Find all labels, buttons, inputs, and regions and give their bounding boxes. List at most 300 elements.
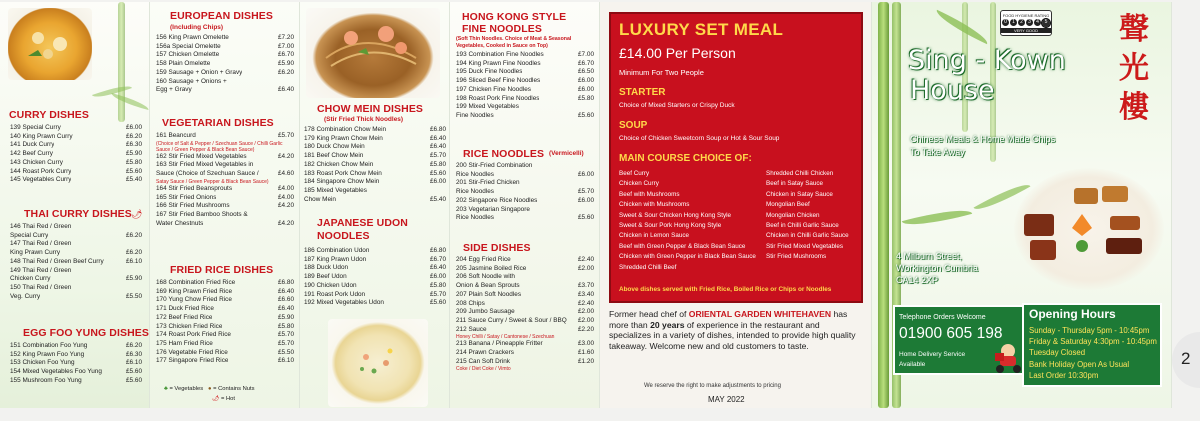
menu-item-name: 157 Chicken Omelette	[156, 51, 220, 59]
menu-item-price: £6.00	[430, 178, 446, 186]
menu-item-name: 182 Chicken Chow Mein	[304, 160, 374, 168]
menu-item-name: 167 Stir Fried Bamboo Shoots &	[156, 210, 248, 218]
menu-item	[156, 69, 294, 78]
bamboo-stalk	[118, 2, 125, 122]
menu-item-note: Honey Chilli / Satay / Cantonese / Szechuan	[456, 334, 555, 341]
menu-item-name: Egg + Gravy	[156, 86, 192, 94]
menu-item	[156, 34, 294, 43]
menu-item-price: £6.70	[578, 59, 594, 67]
menu-item-price: £4.00	[278, 193, 294, 201]
menu-item	[10, 258, 142, 267]
bamboo-leaf	[110, 93, 150, 110]
friedrice-heading: FRIED RICE DISHES	[170, 264, 274, 276]
eggfooyung-list	[10, 342, 142, 386]
menu-item-price: £5.50	[126, 292, 142, 300]
menu-item-price: £3.40	[578, 290, 594, 298]
restaurant-name-line1: Sing - Kown	[908, 45, 1066, 76]
menu-item	[10, 293, 142, 302]
menu-item-name: 143 Chicken Curry	[10, 158, 63, 166]
phone-number[interactable]: 01900 605 198	[899, 325, 1003, 342]
set-meal-price: £14.00 Per Person	[619, 45, 736, 61]
menu-item-price: £6.70	[430, 255, 446, 263]
menu-item-price: £5.60	[126, 167, 142, 175]
menu-item	[304, 264, 446, 273]
ricenoodles-heading: RICE NOODLES	[463, 148, 545, 160]
menu-item	[456, 291, 594, 300]
set-meal-dish: Chicken Curry	[619, 180, 659, 188]
chef-text: of experience in the restaurant and specializes in a variety of dishes, intended to provide high quality takeaway. Welcome new and old customers to taste.	[609, 319, 856, 351]
menu-item-name: 174 Roast Pork Fried Rice	[156, 331, 231, 339]
phone-box	[893, 305, 1027, 375]
page-number: 2	[1181, 349, 1191, 368]
menu-item-name: Rice Noodles	[456, 188, 495, 196]
menu-item	[10, 351, 142, 360]
menu-item-name: 195 Duck Fine Noodles	[456, 68, 523, 76]
menu-item	[156, 340, 294, 349]
menu-item-note: Coke / Diet Coke / Vimto	[456, 366, 511, 373]
menu-item-price: £5.70	[278, 132, 294, 139]
udon-heading: JAPANESE UDON NOODLES	[317, 217, 408, 242]
menu-item	[456, 300, 594, 309]
menu-item	[156, 305, 294, 314]
menu-item	[456, 340, 594, 349]
chowmein-sub: (Stir Fried Thick Noodles)	[324, 116, 404, 123]
hygiene-rating: VERY GOOD	[1001, 28, 1051, 33]
menu-item-name: Veg. Curry	[10, 292, 41, 300]
menu-item-price: £6.40	[430, 134, 446, 142]
sides-list	[456, 256, 594, 372]
hygiene-score: 0	[1002, 19, 1009, 26]
menu-item-note: (Choice of Salt & Pepper / Szechuan Sauce / Chilli Garlic Sauce / Green Pepper & Black Bean Sauce)	[156, 140, 283, 153]
chef-years: 20 years	[650, 319, 685, 330]
menu-item-name: 175 Ham Fried Rice	[156, 339, 213, 347]
menu-item-price: £6.10	[126, 359, 142, 367]
chef-text: Former head chef of	[609, 309, 689, 319]
sides-heading: SIDE DISHES	[463, 242, 531, 254]
menu-item	[456, 214, 594, 223]
restaurant-name	[908, 46, 1066, 106]
set-meal-dish: Shredded Chilli Beef	[619, 263, 677, 271]
menu-item-name: 145 Vegetables Curry	[10, 176, 72, 184]
menu-item	[304, 282, 446, 291]
chowmein-photo	[306, 8, 440, 98]
european-heading: EUROPEAN DISHES	[170, 10, 274, 22]
curry-photo	[8, 8, 92, 80]
menu-item-note: Satay Sauce / Green Pepper & Black Bean Sauce)	[156, 178, 269, 185]
vegetarian-heading: VEGETARIAN DISHES	[162, 117, 274, 129]
menu-item-price: £5.90	[126, 275, 142, 283]
main-course-heading: MAIN COURSE CHOICE OF:	[619, 153, 752, 164]
pricing-note: We reserve the right to make adjustments to pricing	[644, 383, 781, 389]
menu-item	[10, 159, 142, 168]
menu-item-name: 142 Beef Curry	[10, 150, 53, 158]
menu-item-name: 151 Combination Foo Yung	[10, 342, 88, 349]
menu-item-price: £5.60	[430, 169, 446, 177]
address	[896, 250, 978, 286]
chef-restaurant: ORIENTAL GARDEN WHITEHAVEN	[688, 309, 832, 319]
friedrice-list	[156, 279, 294, 366]
menu-item-name: 170 Yung Chow Fried Rice	[156, 296, 232, 304]
set-meal-minimum: Minimum For Two People	[619, 68, 704, 77]
menu-item	[304, 152, 446, 161]
menu-item-price: £2.40	[578, 256, 594, 263]
set-meal-title: LUXURY SET MEAL	[619, 20, 784, 39]
menu-item-name: 191 Roast Pork Udon	[304, 290, 366, 298]
menu-item-price: £5.90	[278, 60, 294, 68]
menu-item-name: 173 Chicken Fried Rice	[156, 322, 223, 330]
menu-item-name: 181 Beef Chow Mein	[304, 152, 364, 160]
menu-item-price: £6.00	[126, 124, 142, 131]
menu-item-price: £2.00	[578, 316, 594, 324]
menu-item-price: £5.60	[578, 214, 594, 222]
menu-item	[156, 78, 294, 87]
menu-item	[10, 249, 142, 258]
panel-set-meal	[600, 2, 872, 408]
menu-item-price: £5.60	[578, 111, 594, 119]
menu-item	[304, 273, 446, 282]
opening-hours-title: Opening Hours	[1029, 307, 1116, 321]
opening-hours-box	[1022, 303, 1162, 387]
ricenoodles-list	[456, 162, 594, 223]
menu-item	[10, 342, 142, 351]
panel-european	[150, 2, 300, 408]
menu-item-name: 207 Plain Soft Noodles	[456, 290, 522, 298]
vegetable-icon: ♣	[164, 386, 168, 392]
menu-item	[304, 126, 446, 135]
menu-item	[10, 240, 142, 249]
vegetarian-list	[156, 132, 294, 228]
legend-nuts: = Contains Nuts	[213, 386, 255, 392]
chowmein-list	[304, 126, 446, 204]
menu-item	[456, 60, 594, 69]
menu-item	[304, 135, 446, 144]
delivery-scooter-icon	[991, 341, 1025, 375]
phone-label: Telephone Orders Welcome	[899, 314, 986, 321]
menu-item-name: 197 Chicken Fine Noodles	[456, 85, 531, 93]
menu-item	[156, 132, 294, 141]
european-sub: (Including Chips)	[170, 24, 224, 31]
hygiene-score: 2	[1018, 19, 1025, 26]
menu-item-price: £2.40	[578, 299, 594, 307]
menu-item-price: £5.70	[278, 339, 294, 347]
chowmein-heading: CHOW MEIN DISHES	[317, 103, 424, 115]
menu-item-name: 152 King Prawn Foo Yung	[10, 350, 85, 358]
menu-item-price: £5.90	[278, 313, 294, 321]
set-meal-dish: Beef with Mushrooms	[619, 190, 680, 198]
set-meal-dish: Beef Curry	[619, 170, 650, 177]
menu-item-price: £6.40	[430, 143, 446, 151]
menu-item-price: £4.20	[278, 202, 294, 210]
menu-item	[456, 317, 594, 326]
menu-item-price: £6.80	[278, 279, 294, 286]
menu-item	[304, 143, 446, 152]
set-meal-dish: Beef with Green Pepper & Black Bean Sauce	[619, 242, 746, 250]
menu-item-price: £5.80	[126, 158, 142, 166]
menu-item	[304, 170, 446, 179]
soup-heading: SOUP	[619, 120, 648, 131]
menu-item-name: 211 Sauce Curry / Sweet & Sour / BBQ	[456, 316, 567, 324]
menu-item	[304, 161, 446, 170]
menu-item-name: 185 Mixed Vegetables	[304, 186, 367, 194]
ricenoodles-sub: (Vermicelli)	[549, 150, 584, 157]
menu-item-name: Onion & Bean Sprouts	[456, 282, 520, 290]
panel-chowmein	[300, 2, 450, 408]
set-meal-dish: Beef in Satay Sauce	[766, 180, 824, 188]
menu-item-price: £6.20	[126, 132, 142, 140]
menu-item	[156, 43, 294, 52]
menu-item-name: 204 Egg Fried Rice	[456, 256, 511, 263]
menu-item	[456, 95, 594, 104]
curry-list	[10, 124, 142, 185]
menu-item-name: 164 Stir Fried Beansprouts	[156, 184, 233, 192]
menu-item	[456, 206, 594, 215]
luxury-set-meal-box	[609, 12, 863, 303]
menu-item	[304, 256, 446, 265]
menu-item-price: £6.50	[578, 68, 594, 76]
menu-item	[10, 176, 142, 185]
menu-item-price: £6.40	[278, 287, 294, 295]
menu-item-name: 146 Thai Red / Green	[10, 223, 72, 230]
opening-hours-line: Bank Holiday Open As Usual	[1029, 359, 1130, 369]
menu-item	[456, 68, 594, 77]
address-line1: 4 Milburn Street,	[896, 251, 963, 261]
menu-item-name: 213 Banana / Pineapple Fritter	[456, 340, 543, 348]
chinese-char: 樓	[1119, 90, 1149, 125]
menu-item-name: 153 Chicken Foo Yung	[10, 359, 75, 367]
menu-item-name: 199 Mixed Vegetables	[456, 103, 519, 111]
menu-item-name: 144 Roast Pork Curry	[10, 167, 72, 175]
menu-item-price: £3.70	[578, 282, 594, 290]
menu-item-price: £6.20	[126, 249, 142, 257]
menu-item	[456, 103, 594, 112]
menu-item-name: 208 Chips	[456, 299, 485, 307]
menu-item-price: £7.00	[578, 51, 594, 58]
menu-item	[10, 150, 142, 159]
menu-item-price: £6.00	[578, 170, 594, 178]
menu-item	[10, 141, 142, 150]
menu-item-name: 193 Combination Fine Noodles	[456, 51, 544, 58]
menu-item-price: £6.10	[126, 257, 142, 265]
set-meal-dish: Sweet & Sour Chicken Hong Kong Style	[619, 211, 732, 219]
opening-hours-line: Friday & Saturday 4:30pm - 10:45pm	[1029, 337, 1157, 347]
menu-item-name: 139 Special Curry	[10, 124, 61, 131]
menu-item-price: £5.70	[430, 290, 446, 298]
menu-item-price: £5.80	[430, 160, 446, 168]
set-meal-dish: Chicken with Green Pepper in Black Bean Sauce	[619, 253, 756, 261]
menu-item-price: £5.70	[278, 331, 294, 339]
menu-item-name: Rice Noodles	[456, 214, 495, 222]
menu-item-name: 206 Soft Noodle with	[456, 273, 515, 281]
chef-text: has more than	[609, 309, 848, 330]
menu-item	[156, 349, 294, 358]
menu-item	[156, 211, 294, 220]
menu-item-price: £6.40	[430, 264, 446, 272]
menu-item-name: 179 King Prawn Chow Mein	[304, 134, 383, 142]
menu-item-name: 187 King Prawn Udon	[304, 255, 367, 263]
set-meal-dish: Sweet & Sour Pork Hong Kong Style	[619, 222, 722, 230]
menu-item	[304, 247, 446, 256]
menu-item-price: £5.40	[430, 195, 446, 203]
menu-item	[10, 275, 142, 284]
opening-hours-line: Sunday - Thursday 5pm - 10:45pm	[1029, 326, 1150, 335]
menu-item-price: £5.40	[126, 176, 142, 184]
menu-item-name: Rice Noodles	[456, 170, 495, 178]
menu-item-name: 161 Beancurd	[156, 132, 196, 139]
menu-item	[456, 188, 594, 197]
set-meal-dish: Stir Fried Mushrooms	[766, 253, 827, 261]
legend	[164, 384, 255, 404]
friedrice-photo	[328, 319, 428, 407]
menu-item-name: 189 Beef Udon	[304, 273, 347, 281]
hygiene-score: 4	[1034, 19, 1041, 26]
menu-item-name: 205 Jasmine Boiled Rice	[456, 264, 527, 272]
menu-item-price: £2.00	[578, 308, 594, 316]
menu-item	[156, 202, 294, 211]
menu-item	[156, 296, 294, 305]
menu-item	[304, 196, 446, 205]
menu-item	[156, 288, 294, 297]
menu-item-price: £1.20	[578, 357, 594, 365]
hongkong-heading: HONG KONG STYLE FINE NOODLES	[462, 11, 567, 35]
menu-item-name: 155 Mushroom Foo Yung	[10, 376, 82, 384]
menu-item-name: 158 Plain Omelette	[156, 60, 211, 68]
hongkong-sub: (Soft Thin Noodles. Choice of Meat & Seasonal Vegetables, Cooked in Sauce on Top)	[456, 36, 572, 49]
menu-item-name: 148 Thai Red / Green Beef Curry	[10, 257, 104, 265]
bamboo-leaf	[902, 203, 972, 232]
menu-item	[456, 273, 594, 282]
menu-item-name: 176 Vegetable Fried Rice	[156, 348, 228, 356]
menu-item-name: 162 Stir Fried Mixed Vegetables	[156, 152, 247, 160]
menu-item	[10, 133, 142, 142]
soup-text: Choice of Chicken Sweetcorn Soup or Hot & Sour Soup	[619, 135, 780, 142]
delivery-line2: Available	[899, 361, 926, 368]
set-meal-dish: Chicken in Chilli Garlic Sauce	[766, 232, 849, 240]
menu-item-name: 184 Singapore Chow Mein	[304, 178, 380, 186]
menu-item-price: £6.00	[578, 77, 594, 85]
menu-item-name: 194 King Prawn Fine Noodles	[456, 59, 541, 67]
menu-item-name: Water Chestnuts	[156, 219, 204, 227]
menu-item-price: £4.20	[278, 219, 294, 227]
starter-heading: STARTER	[619, 87, 666, 98]
opening-hours-line: Last Order 10:30pm	[1029, 370, 1099, 380]
menu-item-name: 169 King Prawn Fried Rice	[156, 287, 233, 295]
restaurant-subtitle	[910, 133, 1055, 159]
menu-item-price: £5.90	[126, 150, 142, 158]
menu-item-name: 200 Stir-Fried Combination	[456, 162, 533, 169]
udon-list	[304, 247, 446, 308]
menu-item	[10, 168, 142, 177]
set-meal-dish: Stir Fried Mixed Vegetables	[766, 242, 843, 250]
menu-item-price: £7.20	[278, 34, 294, 41]
menu-item-name: 160 Sausage + Onions +	[156, 77, 227, 85]
main-course-right	[766, 169, 849, 263]
menu-item	[10, 124, 142, 133]
menu-item-name: 171 Duck Fried Rice	[156, 305, 214, 313]
menu-item-name: 215 Can Soft Drink	[456, 357, 510, 365]
menu-item-name: 201 Stir-Fried Chicken	[456, 179, 520, 187]
menu-item-name: 165 Stir Fried Onions	[156, 193, 217, 201]
panel-curry	[0, 2, 150, 408]
set-meal-dish: Chicken in Satay Sauce	[766, 190, 833, 198]
legend-veg: = Vegetables	[169, 386, 204, 392]
menu-item	[456, 179, 594, 188]
menu-item-price: £6.60	[278, 296, 294, 304]
menu-item	[10, 223, 142, 232]
menu-item	[10, 267, 142, 276]
menu-item-name: King Prawn Curry	[10, 249, 61, 257]
menu-item	[156, 279, 294, 288]
menu-item-name: 212 Sauce	[456, 325, 487, 333]
menu-item-name: 168 Combination Fried Rice	[156, 279, 236, 286]
menu-item-price: £6.00	[430, 273, 446, 281]
legend-hot: = Hot	[220, 396, 236, 402]
menu-item	[156, 331, 294, 340]
menu-item	[156, 220, 294, 229]
opening-hours-line: Tuesday Closed	[1029, 348, 1086, 358]
menu-item	[304, 299, 446, 308]
eggfooyung-heading: EGG FOO YUNG DISHES	[23, 327, 149, 339]
set-meal-dish: Chicken in Lemon Sauce	[619, 232, 690, 240]
menu-item-price: £6.40	[278, 305, 294, 313]
curry-heading: CURRY DISHES	[9, 109, 89, 121]
menu-item	[156, 60, 294, 69]
chinese-name	[1114, 10, 1154, 127]
set-meal-footer: Above dishes served with Fried Rice, Boiled Rice or Chips or Noodles	[619, 286, 832, 293]
menu-item	[304, 291, 446, 300]
menu-item-price: £2.00	[578, 264, 594, 272]
menu-item-name: Special Curry	[10, 231, 49, 239]
menu-item-price: £5.70	[578, 188, 594, 196]
chinese-char: 聲	[1119, 12, 1149, 47]
menu-item-name: Fine Noodles	[456, 111, 494, 119]
menu-item-name: 172 Beef Fried Rice	[156, 313, 213, 321]
menu-item-price: £4.60	[278, 170, 294, 178]
menu-item	[156, 323, 294, 332]
menu-item-price: £6.20	[126, 231, 142, 239]
menu-item-price: £6.20	[278, 68, 294, 76]
menu-item	[10, 284, 142, 293]
european-list	[156, 34, 294, 95]
menu-item-name: Chow Mein	[304, 195, 336, 203]
set-meal-dish: Beef in Chilli Garlic Sauce	[766, 222, 839, 230]
menu-item-name: 203 Vegetarian Singapore	[456, 205, 530, 213]
set-meal-dish: Chicken with Mushrooms	[619, 201, 690, 209]
menu-item-price: £5.60	[126, 368, 142, 376]
menu-item-name: 159 Sausage + Onion + Gravy	[156, 68, 243, 76]
menu-item-price: £7.00	[278, 42, 294, 50]
subtitle-line2: To Take Away	[910, 147, 965, 157]
menu-item	[156, 86, 294, 95]
dishes-photo	[1014, 168, 1164, 290]
menu-item-name: 156 King Prawn Omelette	[156, 34, 229, 41]
menu-item-price: £2.20	[578, 325, 594, 333]
delivery-line1: Home Delivery Service	[899, 351, 966, 358]
thai-heading: THAI CURRY DISHES	[24, 208, 132, 220]
opening-hours-list	[1029, 325, 1157, 381]
menu-item	[456, 358, 594, 367]
menu-item-price: £6.30	[126, 141, 142, 149]
menu-item-name: 177 Singapore Fried Rice	[156, 357, 229, 365]
panel-cover	[872, 2, 1172, 408]
menu-item	[156, 51, 294, 60]
menu-item-price: £6.00	[578, 196, 594, 204]
menu-item-price: £6.10	[278, 357, 294, 365]
menu-item-price: £6.80	[430, 126, 446, 133]
menu-item-price: £6.00	[578, 85, 594, 93]
menu-item-name: 188 Duck Udon	[304, 264, 349, 272]
menu-item-name: 202 Singapore Rice Noodles	[456, 196, 538, 204]
menu-item	[456, 197, 594, 206]
